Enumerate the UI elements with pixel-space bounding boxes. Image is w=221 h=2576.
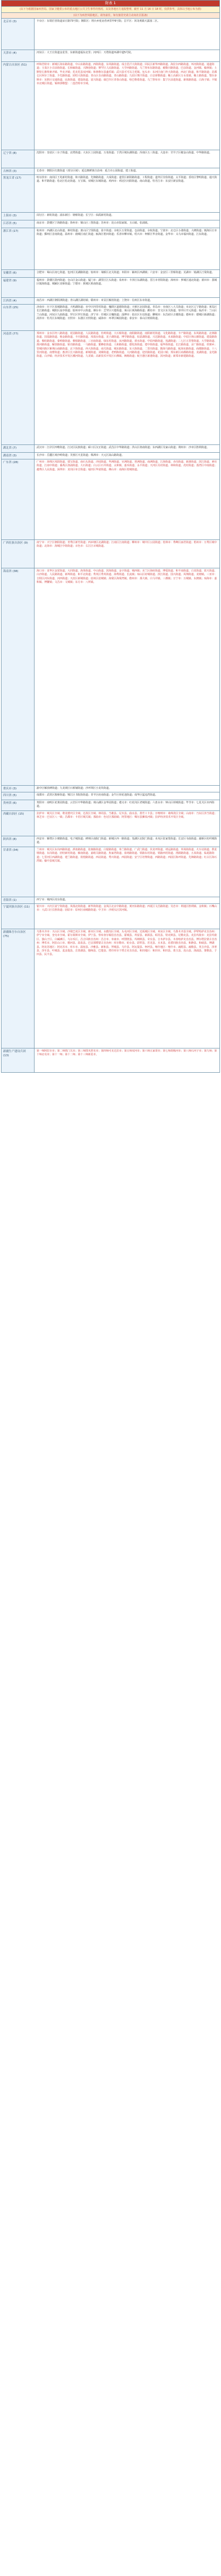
province-name: 四川省 (5) xyxy=(3,794,17,797)
risk-area-detail-text: 贵阳市：南明区花果园街道、云岩区中华路街道；观山湖区金华园街道；遵义市：红花岗区老城街道；六盘水市：钟山区荷城街道；毕节市：七星关区市西街道。 xyxy=(37,801,215,808)
province-name: 内蒙古自治区 (51) xyxy=(3,63,27,67)
province-cell xyxy=(2,62,35,150)
table-row xyxy=(2,213,220,220)
province-cell xyxy=(2,175,35,213)
risk-area-detail-cell xyxy=(35,540,220,568)
province-cell xyxy=(2,897,35,904)
table-row xyxy=(2,19,220,50)
risk-area-detail-cell xyxy=(35,50,220,62)
risk-area-detail-text: 南宁市：兴宁区朝阳街道；青秀区新竹街道；西乡塘区北湖街道；江南区江南街道；柳州市：城中区公园街道；桂林市：秀峰区丽君街道；梧州市：万秀区城中街道；北海市：海城区中街街道；百色市：右江区百城街道。 xyxy=(37,541,217,548)
province-name: 江苏省 (5) xyxy=(3,222,17,225)
risk-area-detail-cell xyxy=(35,175,220,213)
province-name: 湖南省 (3) xyxy=(3,454,17,457)
province-name: 上海市 (3) xyxy=(3,214,17,217)
table-row xyxy=(2,270,220,278)
risk-area-detail-text: 济南市：历下区泉城路街道、大明湖街道；市中区四里村街道；槐荫区道德街街道；天桥区北园街道。青岛市：市南区八大关街道；市北区辽宁路街道；黄岛区长江路街道；城阳区流亭街道；胶州市中云街道。烟台市：芝罘区只楚街道、莱山区黄海路街道；潍坊市：奎文区东关街道、寒亭区开元街道；临沂市：兰山区兰山街道、河东区九曲街道、罗庄区罗庄街道；济宁市：任城区古槐街道；淄博市：张店区车站街道；聊城市：东昌府区古楼街道；德州市：德城区新湖街道；菏泽市：牡丹区东城街道；日照市：东港区日照街道；威海市：环翠区鲸园街道；泰安市：泰山区财源街道。 xyxy=(37,306,217,321)
table-row xyxy=(2,445,220,453)
province-name: 重庆市 (3) xyxy=(3,787,17,790)
province-cell xyxy=(2,168,35,175)
risk-area-detail-cell xyxy=(35,62,220,150)
province-cell xyxy=(2,792,35,800)
risk-area-detail-text: 乌鲁木齐市：天山区全域、沙依巴克区全域、新市区全域、水磨沟区全域、头屯河区全域、达坂城区全域、米东区全域、乌鲁木齐县全域。伊犁哈萨克自治州：伊宁市全域、奎屯市全域、霍尔果斯市全域、伊宁县、察布查尔锡伯自治县、霍城县、巩留县、新源县、昭苏县、特克斯县、尼勒克县。克拉玛依市：克拉玛依区、独山子区、白碱滩区、乌尔禾区。昌吉回族自治州：昌吉市、阜康市、呼图壁县、玛纳斯县、奇台县、吉木萨尔县、木垒哈萨克自治县。博尔塔拉蒙古自治州：博乐市、阿拉山口市、精河县、温泉县。巴音郭楞蒙古自治州：库尔勒市、轮台县、尉犁县、若羌县、且末县、焉耆回族自治县、和静县、和硕县、博湖县。阿克苏地区：阿克苏市、库车市、温宿县、沙雅县、新和县、拜城县、乌什县、阿瓦提县、柯坪县。喀什地区：喀什市、疏附县、疏勒县、英吉沙县、泽普县、莎车县、叶城县、麦盖提县、岳普湖县、伽师县、巴楚县、塔什库尔干塔吉克自治县。和田地区：和田市、和田县、墨玉县、皮山县、洛浦县、策勒县、于田县、民丰县。 xyxy=(37,930,217,957)
risk-area-detail-cell xyxy=(35,305,220,331)
risk-area-detail-cell xyxy=(35,228,220,270)
table-row xyxy=(2,811,220,836)
risk-area-detail-text: 第一师阿拉尔市；第二师铁门关市；第三师图木舒克市；第四师可克达拉市；第五师双河市；第六师五家渠市；第七师胡杨河市；第八师石河子市；第九师；第十师北屯市；第十一师；第十二师；第十三师新星市。 xyxy=(37,1050,217,1057)
risk-area-detail-cell xyxy=(35,298,220,305)
risk-area-detail-text: 银川市：兴庆区富宁街街道、凤凰北街街道、新华街街道；金凤区北京中路街道、黄河东路街道；西夏区文昌路街道；吴忠市：利通区胜利镇、金积镇；石嘴山市：大武口区长胜街道；固原市：原州区南城路街道；中卫市：沙坡头区滨河镇。 xyxy=(37,905,217,912)
risk-area-detail-text: 呼和浩特市：新城区海东路街道、中山东路街道、西街街道、东风路街道、成吉思汗大街街道；回民区新华西路街道、海拉尔西路街道、环河街街道、通道街道；玉泉区小召前街街道、长和廊街道、兴隆巷街道；赛罕区人民路街道、大学西路街道、乌兰察布东路街道、敕勒川路街道、巴彦街道、金河镇、榆林镇；土默特左旗察素齐镇、毕克齐镇；托克托县双河镇；和林格尔县盛乐镇；武川县可可以力更镇。包头市：东河区南门外大街街道、西北门街道、和平路街道；昆都仑区阿尔丁街道、少先路街道、团结大街街道；青山区自由路街道、青山路街道；九原区赛汗街道、白音席勒街道；稀土高新区万水泉镇、稀土路街道。鄂尔多斯市：东胜区交通街道、民族街道、建设街道、富兴街道；康巴什区青春山街道、哈巴格希街道。乌兰察布市：集宁区前进街道、新体路街道、白海子镇；丰镇市北城区街道。锡林郭勒盟：二连浩特市全域。 xyxy=(37,63,217,86)
province-name: 吉林省 (3) xyxy=(3,170,17,173)
province-name: 黑龙江省 (17) xyxy=(3,177,22,180)
risk-area-detail-cell xyxy=(35,897,220,904)
table-row xyxy=(2,453,220,459)
travel-advisory-notice: (以下为疾控风险地区，请勿前往，如有旅居史请主动向社区报备) xyxy=(2,13,220,19)
province-name: 海南省 (38) xyxy=(3,570,19,573)
risk-area-detail-cell xyxy=(35,847,220,897)
province-cell xyxy=(2,540,35,568)
province-name: 陕西省 (8) xyxy=(3,838,17,841)
province-name: 安徽省 (6) xyxy=(3,272,17,275)
province-name: 宁夏回族自治区 (11) xyxy=(3,905,30,909)
province-cell xyxy=(2,800,35,811)
risk-area-detail-cell xyxy=(35,929,220,1048)
province-cell xyxy=(2,305,35,331)
table-row xyxy=(2,786,220,792)
data-source-notice: (以下为根据国家疾控局、国家卫健委公布的重点地区公共卫生事件的情况、以及各地官方通报整理，截至 11 月 16 日 18 时，仅供参考，具体以当地公布为准) xyxy=(2,7,220,13)
table-row xyxy=(2,929,220,1048)
province-cell xyxy=(2,270,35,278)
province-name: 山东省 (25) xyxy=(3,306,19,309)
risk-area-detail-text: 福州市：鼓楼区鼓西街道；仓山区金山街道；厦门市：湖里区江头街道；泉州市：丰泽区东湖街道、晋江市青阳街道；漳州市：芗城区通北街道；莆田市：荔城区镇海街道、城厢区龙桥街道；宁德市：蕉城区蕉南街道。 xyxy=(37,279,217,286)
province-cell xyxy=(2,459,35,540)
province-name: 新疆维吾尔自治区 (75) xyxy=(3,931,26,938)
risk-area-detail-text: 闵行区：新虹街道；浦东新区：塘桥街道；长宁区：仙霞新村街道。 xyxy=(37,214,114,217)
table-row xyxy=(2,278,220,298)
risk-area-detail-cell xyxy=(35,836,220,847)
province-name: 天津市 (4) xyxy=(3,52,17,55)
risk-area-detail-cell xyxy=(35,445,220,453)
risk-area-detail-text: 杭州市：西湖区北山街道、蒋村街道；萧山区宁围街道、盈丰街道；余杭区五常街道、仓前街道、余杭街道。宁波市：北仑区小港街道、大碶街道；镇海区庄市街道；鄞州区首南街道。温州市：鹿城区南汇街道；瓯海区梧田街道；乐清市柳市镇。绍兴市：柯桥区华舍街道。金华市：义乌市福田街道、江东街道。 xyxy=(37,229,217,236)
risk-area-detail-cell xyxy=(35,811,220,836)
table-row xyxy=(2,792,220,800)
province-cell xyxy=(2,331,35,445)
risk-area-detail-text: 西宁市：城西区虎台街道。 xyxy=(37,898,68,901)
table-row xyxy=(2,847,220,897)
risk-area-detail-text: 渝中区解放碑街道；九龙坡区石桥铺街道；沙坪坝区小龙坎街道。 xyxy=(37,787,112,790)
risk-area-detail-cell xyxy=(35,220,220,228)
province-cell xyxy=(2,220,35,228)
table-row xyxy=(2,836,220,847)
province-name: 江西省 (4) xyxy=(3,299,17,303)
province-name: 浙江省 (17) xyxy=(3,230,19,233)
table-row xyxy=(2,168,220,175)
table-row xyxy=(2,305,220,331)
risk-area-detail-cell xyxy=(35,800,220,811)
province-name: 河南省 (77) xyxy=(3,332,19,336)
risk-area-detail-cell xyxy=(35,270,220,278)
province-name: 广西壮族自治区 (9) xyxy=(3,542,28,545)
risk-area-detail-text: 长春市：朝阳区红旗街道（部分区域）；延边朝鲜族自治州：延吉市公园街道、建工街道。 xyxy=(37,169,139,172)
province-cell xyxy=(2,929,35,1048)
province-cell xyxy=(2,453,35,459)
risk-area-detail-text: 长沙市：岳麓区观沙岭街道；芙蓉区火星街道；株洲市：天元区嵩山路街道。 xyxy=(37,454,125,457)
risk-area-detail-text: 郑州市：金水区经八路街道、花园路街道、人民路街道、杜岭街道、大石桥街道、南阳路街道、南阳新村街道、文化路街道、丰产路街道、东风路街道、北林路街道、国基路街道、杨金路街道、丰庆路街道、凤凰台街道、龙子湖街道、博学路街道、如意湖街道、兴达路街道、未来路街道；中原区林山寨街道、建设路街道、棉纺路街道、秦岭路街道、桐柏路街道、三官庙街道、绿东村街道、汝河路街道、须水街道、中原西路街道、莲湖街道；二七区五里堡街道、大学路街道、淮河路街道、解放路街道、铭功路街道、一马路街道、蜜蜂张街道、人和路街道、德化街街道、建中街街道、福华街街道、长江路街道、京广路街道、侯寨乡；管城回族区紫荆山南路街道、北下街街道、西大街街道、南关街道、城东路街道、东大街街道、二里岗街道、陇海马路街道、航海东路街道、商都路街道、十八里河街道、南曹街道；惠济区长兴路街道、新城街道、刘寨街道、老鸦陈街道、大河路街道、迎宾路街道、花园口镇；郑东新区商都路街道、龙湖街道、金光路街道、白沙镇；经济技术开发区潮河街道、九龙镇；高新技术开发区石佛镇、枫杨街道；航空港区新港街道、滨河街道；新郑市新建路街道。 xyxy=(37,332,217,358)
table-title: 附表 1 xyxy=(2,1,220,7)
risk-area-detail-cell xyxy=(35,568,220,786)
province-cell xyxy=(2,150,35,168)
risk-area-detail-text: 哈尔滨市：南岗区王兆新村街道、和兴路街道、先锋路街道、大成街道；道里区新阳路街道、工程街道；道外区崇俭街道、太平街道；香坊区黎明街道、通天街道、和平路街道；松北区松北街道、万宝镇、双城区东城街道。鸡西市：鸡冠区向阳街道、南山街道。牡丹江市：东安区新安街道。 xyxy=(37,176,217,183)
province-name: 青海省 (1) xyxy=(3,899,17,902)
risk-area-detail-text: 沈阳市：皇姑区三台子街道、北塔街道；大东区上园街道、万泉街道；于洪区城东湖街道；浑南区五三街道。大连市：甘井子区椒金山街道、中华路街道。 xyxy=(37,151,212,154)
table-row xyxy=(2,459,220,540)
table-row xyxy=(2,175,220,213)
table-row xyxy=(2,220,220,228)
risk-area-detail-cell xyxy=(35,278,220,298)
risk-area-detail-cell xyxy=(35,786,220,792)
risk-area-detail-text: 武汉市：江岸区四唯街道、江汉区民族街道；硚口区汉正街道；武昌区中华路街道；洪山区珞南街道；东西湖区吴家山街道；荆州市：沙市区胜利街道。 xyxy=(37,446,210,449)
table-row xyxy=(2,331,220,445)
risk-area-detail-cell xyxy=(35,792,220,800)
table-row xyxy=(2,50,220,62)
table-row xyxy=(2,228,220,270)
province-name: 湖北省 (7) xyxy=(3,447,17,450)
province-cell xyxy=(2,904,35,929)
risk-area-table-page xyxy=(1,0,220,1073)
province-cell xyxy=(2,568,35,786)
risk-area-detail-cell xyxy=(35,331,220,445)
risk-area-detail-cell xyxy=(35,904,220,929)
province-cell xyxy=(2,836,35,847)
risk-area-detail-cell xyxy=(35,453,220,459)
table-row xyxy=(2,1048,220,1073)
risk-area-detail-cell xyxy=(35,459,220,540)
province-name: 北京市 (3) xyxy=(3,20,17,23)
risk-area-detail-cell xyxy=(35,150,220,168)
risk-area-detail-text: 海口市：龙华区金贸街道、大同街道、海垦街道、中山街道、滨海街道、金宇街道、城西镇；美兰区海府街道、博爱街道、和平南街道、白龙街道、蓝天街道、白沙街道、人民路街道、新埠街道、和平北街道；秀英区秀英街道、海秀街道、长流镇；琼山区府城街道、滨江街道、国兴街道、凤翔街道、龙塘镇。三亚市：吉阳区河东街道、河西街道；天涯区新城街道；崖州区崖城镇；海棠区海棠湾镇。儋州市：那大镇、白马井镇、三都镇；万宁市：万城镇、东澳镇；琼海市：嘉积镇、博鳌镇；文昌市：文城镇；东方市：八所镇。 xyxy=(37,569,217,584)
province-cell xyxy=(2,213,35,220)
risk-area-detail-text: 拉萨市：城关区全域、堆龙德庆区全域、达孜区全域、林周县、当雄县、尼木县、曲水县、墨竹工卡县；日喀则市：桑珠孜区全域；山南市：乃东区泽当街道；林芝市：巴宜区八一镇；昌都市：卡若区城关镇；那曲市：色尼区那曲镇；阿里地区：噶尔县狮泉河镇；拉萨经济技术开发区全域。 xyxy=(37,812,217,819)
province-cell xyxy=(2,847,35,897)
province-cell xyxy=(2,1048,35,1073)
risk-area-detail-cell xyxy=(35,213,220,220)
province-name: 贵州省 (6) xyxy=(3,802,17,805)
risk-area-detail-text: 成都市：武侯区簇桥街道；锦江区书院街街道；青羊区府南街道；金牛区荷花池街道；成华区猛追湾街道。 xyxy=(37,793,158,797)
province-name: 甘肃省 (34) xyxy=(3,849,19,852)
province-name: 福建省 (9) xyxy=(3,279,17,282)
table-row xyxy=(2,298,220,305)
province-cell xyxy=(2,811,35,836)
risk-area-detail-text: 河东区：大王庄街道金星里、东新街道福东北里；河西区：天塔街道环湖中道5号院。 xyxy=(37,51,134,54)
risk-area-detail-text: 西安市：雁塔区小寨路街道、电子城街道；碑林区南院门街道；新城区西一路街道；莲湖区北院门街道；未央区张家堡街道；长安区韦曲街道；灞桥区纺织城街道。 xyxy=(37,837,217,845)
table-row xyxy=(2,62,220,150)
province-name: 西藏自治区 (15) xyxy=(3,813,24,816)
risk-area-detail-cell xyxy=(35,19,220,50)
province-cell xyxy=(2,50,35,62)
province-cell xyxy=(2,786,35,792)
table-row xyxy=(2,540,220,568)
table-row xyxy=(2,568,220,786)
risk-area-detail-text: 兰州市：城关区东岗西路街道、酒泉路街道、张掖路街道、白银路街道、皋兰路街道、广武门街道、伏龙坪街道、靖远路街道、草场街街道、火车站街道、拱星墩街道、东岗街道、团结新村街道、雁南街道、嘉峪关路街道、焦家湾街道、盐场路街道、铁路东村街道、铁路西村街道、渭源路街道、五泉街道、临夏路街道；七里河区西湖街道、建兰路街道、敦煌路街道、西站街道、秀川街道、西园街道；安宁区培黎街道、西路街道；西固区陈坪街道、先锋路街道；红古区海石湾镇；榆中县城关镇。 xyxy=(37,848,217,863)
province-cell xyxy=(2,228,35,270)
risk-area-detail-text: 南京市：鼓楼区宁海路街道；徐州市：铜山区三堡街道；苏州市：昆山市陆家镇、玉山镇、张浦镇。 xyxy=(37,221,150,225)
province-cell xyxy=(2,445,35,453)
risk-area-detail-cell xyxy=(35,168,220,175)
table-row xyxy=(2,897,220,904)
table-row xyxy=(2,150,220,168)
risk-area-detail-text: 合肥市：蜀山区南七街道、包河区芜湖路街道；宿州市：埇桥区北关街道；阜阳市：颍州区西湖镇；六安市：金安区三里桥街道；芜湖市：镜湖区汀棠街道。 xyxy=(37,271,215,274)
risk-area-detail-text: 南昌市：西湖区朝阳洲街道；青山湖区湖坊镇；赣州市：章贡区解放街道；上饶市：信州区东市街道。 xyxy=(37,299,153,302)
table-row xyxy=(2,800,220,811)
province-name: 广东省 (28) xyxy=(3,461,19,464)
table-row xyxy=(2,904,220,929)
risk-area-table xyxy=(1,0,220,1073)
risk-area-detail-cell xyxy=(35,1048,220,1073)
risk-area-detail-text: 丰台区：东铁匠营街道宋庄路73号院；朝阳区：将台乡驼房营西里甲6号院；昌平区：回龙观镇天露园二区。 xyxy=(37,20,160,23)
province-cell xyxy=(2,298,35,305)
province-cell xyxy=(2,278,35,298)
province-cell xyxy=(2,19,35,50)
risk-area-detail-text: 广州市：海珠区凤阳街道、瑞宝街道、南石头街道、沙园街道、华洲街道、官洲街道、琶洲街道、南洲街道、江海街道、赤岗街道、新港街道、滨江街道、素社街道、江南中街道；番禺区洛浦街道、大石街道；白云区石井街道、太和镇、嘉禾街道、永平街道；天河区员村街道、林和街道、冼村街道；荔湾区中南街道；越秀区人民街道。深圳市：龙岗区布吉街道；福田区华富街道。佛山市：南海区桂城街道。 xyxy=(37,460,217,471)
province-name: 辽宁省 (8) xyxy=(3,152,17,155)
province-name: 新疆生产建设兵团 (13) xyxy=(3,1050,26,1057)
